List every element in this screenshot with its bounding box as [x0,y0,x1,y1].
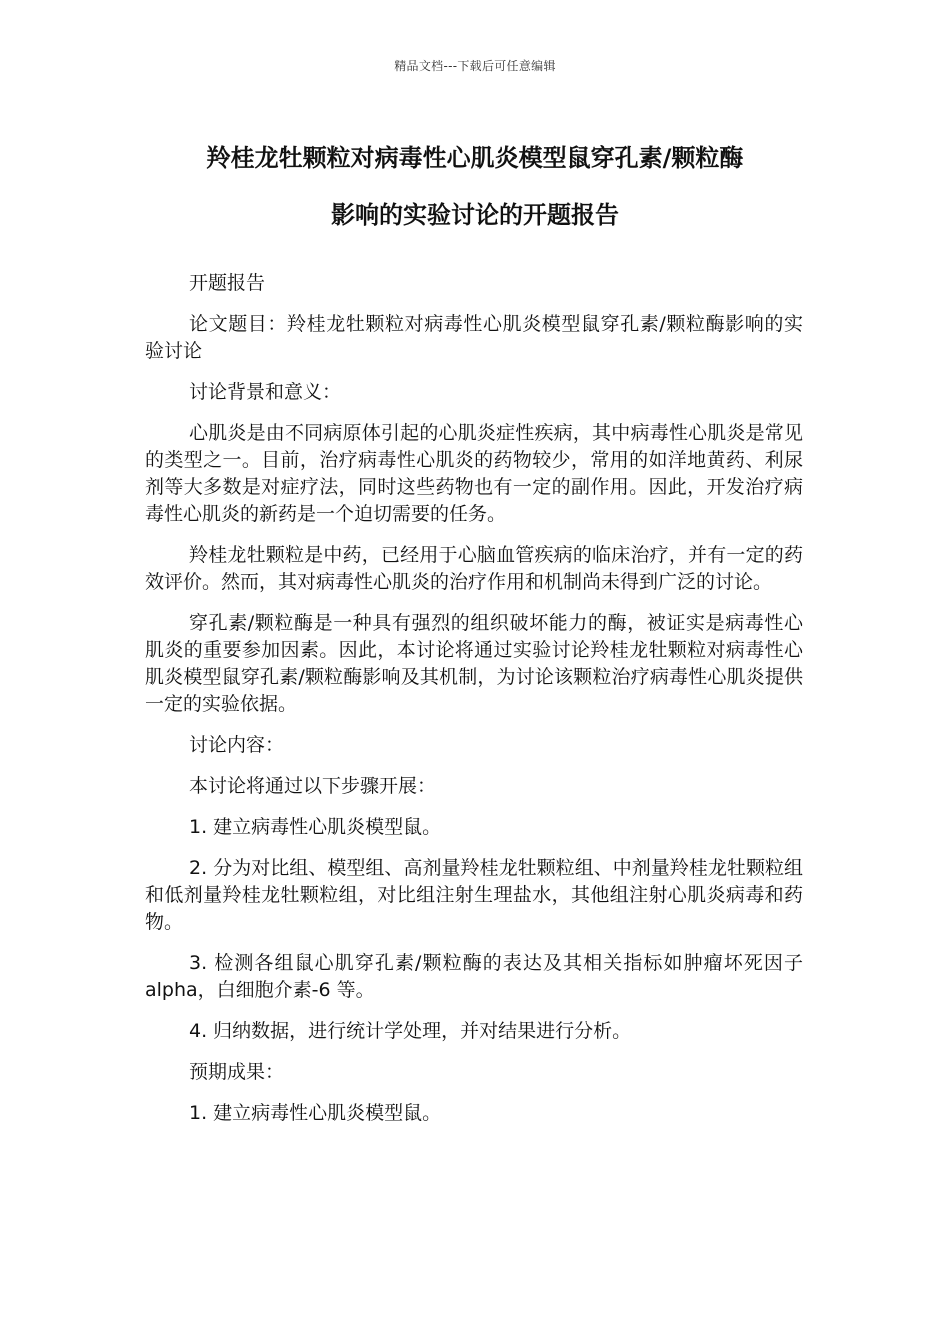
paragraph-step-1: 1. 建立病毒性心肌炎模型鼠。 [189,816,442,838]
paragraph-result-1: 1. 建立病毒性心肌炎模型鼠。 [189,1102,442,1124]
paragraph-background-1: 心肌炎是由不同病原体引起的心肌炎症性疾病，其中病毒性心肌炎是常见的类型之一。目前，治疗病毒性心肌炎的药物较少，常用的如洋地黄药、利尿剂等大多数是对症疗法，同时这些药物也有一定的副作用。因此，开发治疗病毒性心肌炎的新药是一个迫切需要的任务。 [145,422,803,525]
document-body [145,270,803,1141]
paragraph-background-3: 穿孔素/颗粒酶是一种具有强烈的组织破坏能力的酶，被证实是病毒性心肌炎的重要参加因素。因此，本讨论将通过实验讨论羚桂龙牡颗粒对病毒性心肌炎模型鼠穿孔素/颗粒酶影响及其机制，为讨论该颗粒治疗病毒性心肌炎提供一定的实验依据。 [145,612,803,715]
document-title [140,130,810,244]
paragraph-thesis-title: 论文题目：羚桂龙牡颗粒对病毒性心肌炎模型鼠穿孔素/颗粒酶影响的实验讨论 [145,313,803,362]
title-line-1: 羚桂龙牡颗粒对病毒性心肌炎模型鼠穿孔素/颗粒酶 [206,144,744,172]
paragraph-step-3: 3. 检测各组鼠心肌穿孔素/颗粒酶的表达及其相关指标如肿瘤坏死因子 alpha，白细胞介素-6 等。 [145,952,803,1001]
paragraph-steps-intro: 本讨论将通过以下步骤开展： [189,775,437,797]
paragraph-results-heading: 预期成果： [189,1061,285,1083]
title-line-2: 影响的实验讨论的开题报告 [331,201,619,229]
paragraph-background-heading: 讨论背景和意义： [189,381,342,403]
paragraph-report-label: 开题报告 [189,272,266,294]
paragraph-background-2: 羚桂龙牡颗粒是中药，已经用于心脑血管疾病的临床治疗，并有一定的药效评价。然而，其对病毒性心肌炎的治疗作用和机制尚未得到广泛的讨论。 [145,544,803,593]
paragraph-content-heading: 讨论内容： [189,734,285,756]
paragraph-step-4: 4. 归纳数据，进行统计学处理，并对结果进行分析。 [189,1020,632,1042]
paragraph-step-2: 2. 分为对比组、模型组、高剂量羚桂龙牡颗粒组、中剂量羚桂龙牡颗粒组和低剂量羚桂龙牡颗粒组，对比组注射生理盐水，其他组注射心肌炎病毒和药物。 [145,857,803,933]
header-note: 精品文档---下载后可任意编辑 [394,59,556,73]
